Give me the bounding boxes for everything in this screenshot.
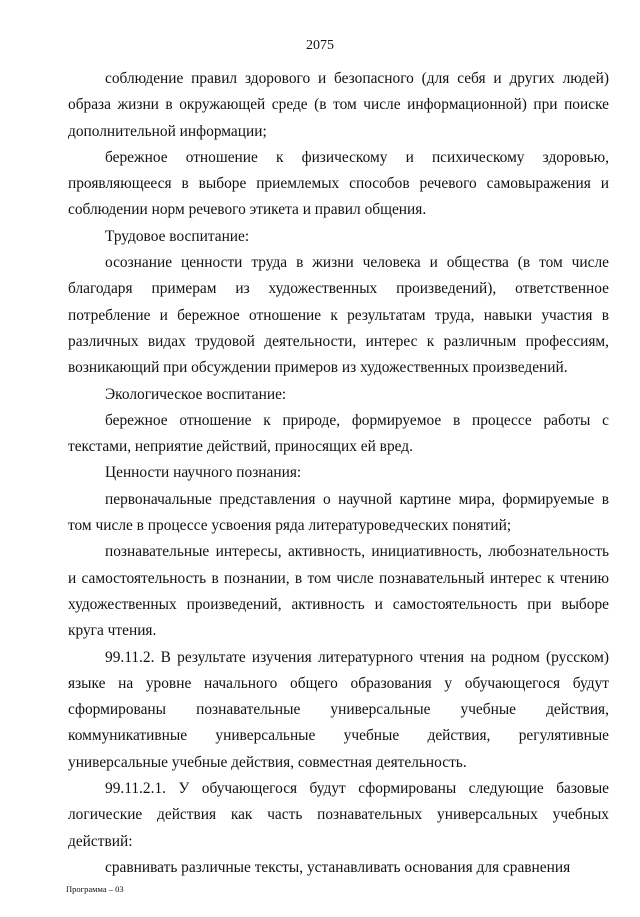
heading-ecological-education: Экологическое воспитание: [105,385,287,403]
document-body [68,66,609,881]
paragraph-healthy-lifestyle: соблюдение правил здорового и безопасного (для себя и других людей) образа жизни в окружающей среде (в том числе информационной) при поиске дополнительной информации; [68,70,609,140]
paragraph-health-attitude: бережное отношение к физическому и психическому здоровью, проявляющееся в выборе приемлемых способов речевого самовыражения и соблюдении норм речевого этикета и правил общения. [68,148,609,219]
heading-scientific-values: Ценности научного познания: [105,464,302,482]
footer-program-label: Программа – 03 [66,884,124,894]
paragraph-cognitive-interests: познавательные интересы, активность, инициативность, любознательность и самостоятельность в познании, в том числе познавательный интерес к чтению художественных произведений, активность и самостоятельность при выборе круга чтения. [68,543,609,640]
paragraph-section-99-11-2-1: 99.11.2.1. У обучающегося будут сформированы следующие базовые логические действия как часть познавательных универсальных учебных действий: [68,780,609,850]
paragraph-compare-texts: сравнивать различные тексты, устанавливать основания для сравнения [105,858,571,876]
paragraph-section-99-11-2: 99.11.2. В результате изучения литературного чтения на родном (русском) языке на уровне начального общего образования у обучающегося будут сформированы познавательные универсальные учебные действия, коммуникативные универсальные учебные действия, регулятивные универсальные учебные действия, совместная деятельность. [68,648,609,771]
paragraph-labor-value: осознание ценности труда в жизни человека и общества (в том числе благодаря примерам из художественных произведений), ответственное потребление и бережное отношение к результатам труда, навыки участия в различных видах трудовой деятельности, интерес к различным профессиям, возникающий при обсуждении примеров из художественных произведений. [68,254,609,377]
paragraph-scientific-picture: первоначальные представления о научной картине мира, формируемые в том числе в процессе усвоения ряда литературоведческих понятий; [68,490,609,535]
paragraph-nature-attitude: бережное отношение к природе, формируемое в процессе работы с текстами, неприятие действий, приносящих ей вред. [68,411,609,456]
heading-labor-education: Трудовое воспитание: [105,227,250,245]
page-number: 2075 [306,38,334,53]
